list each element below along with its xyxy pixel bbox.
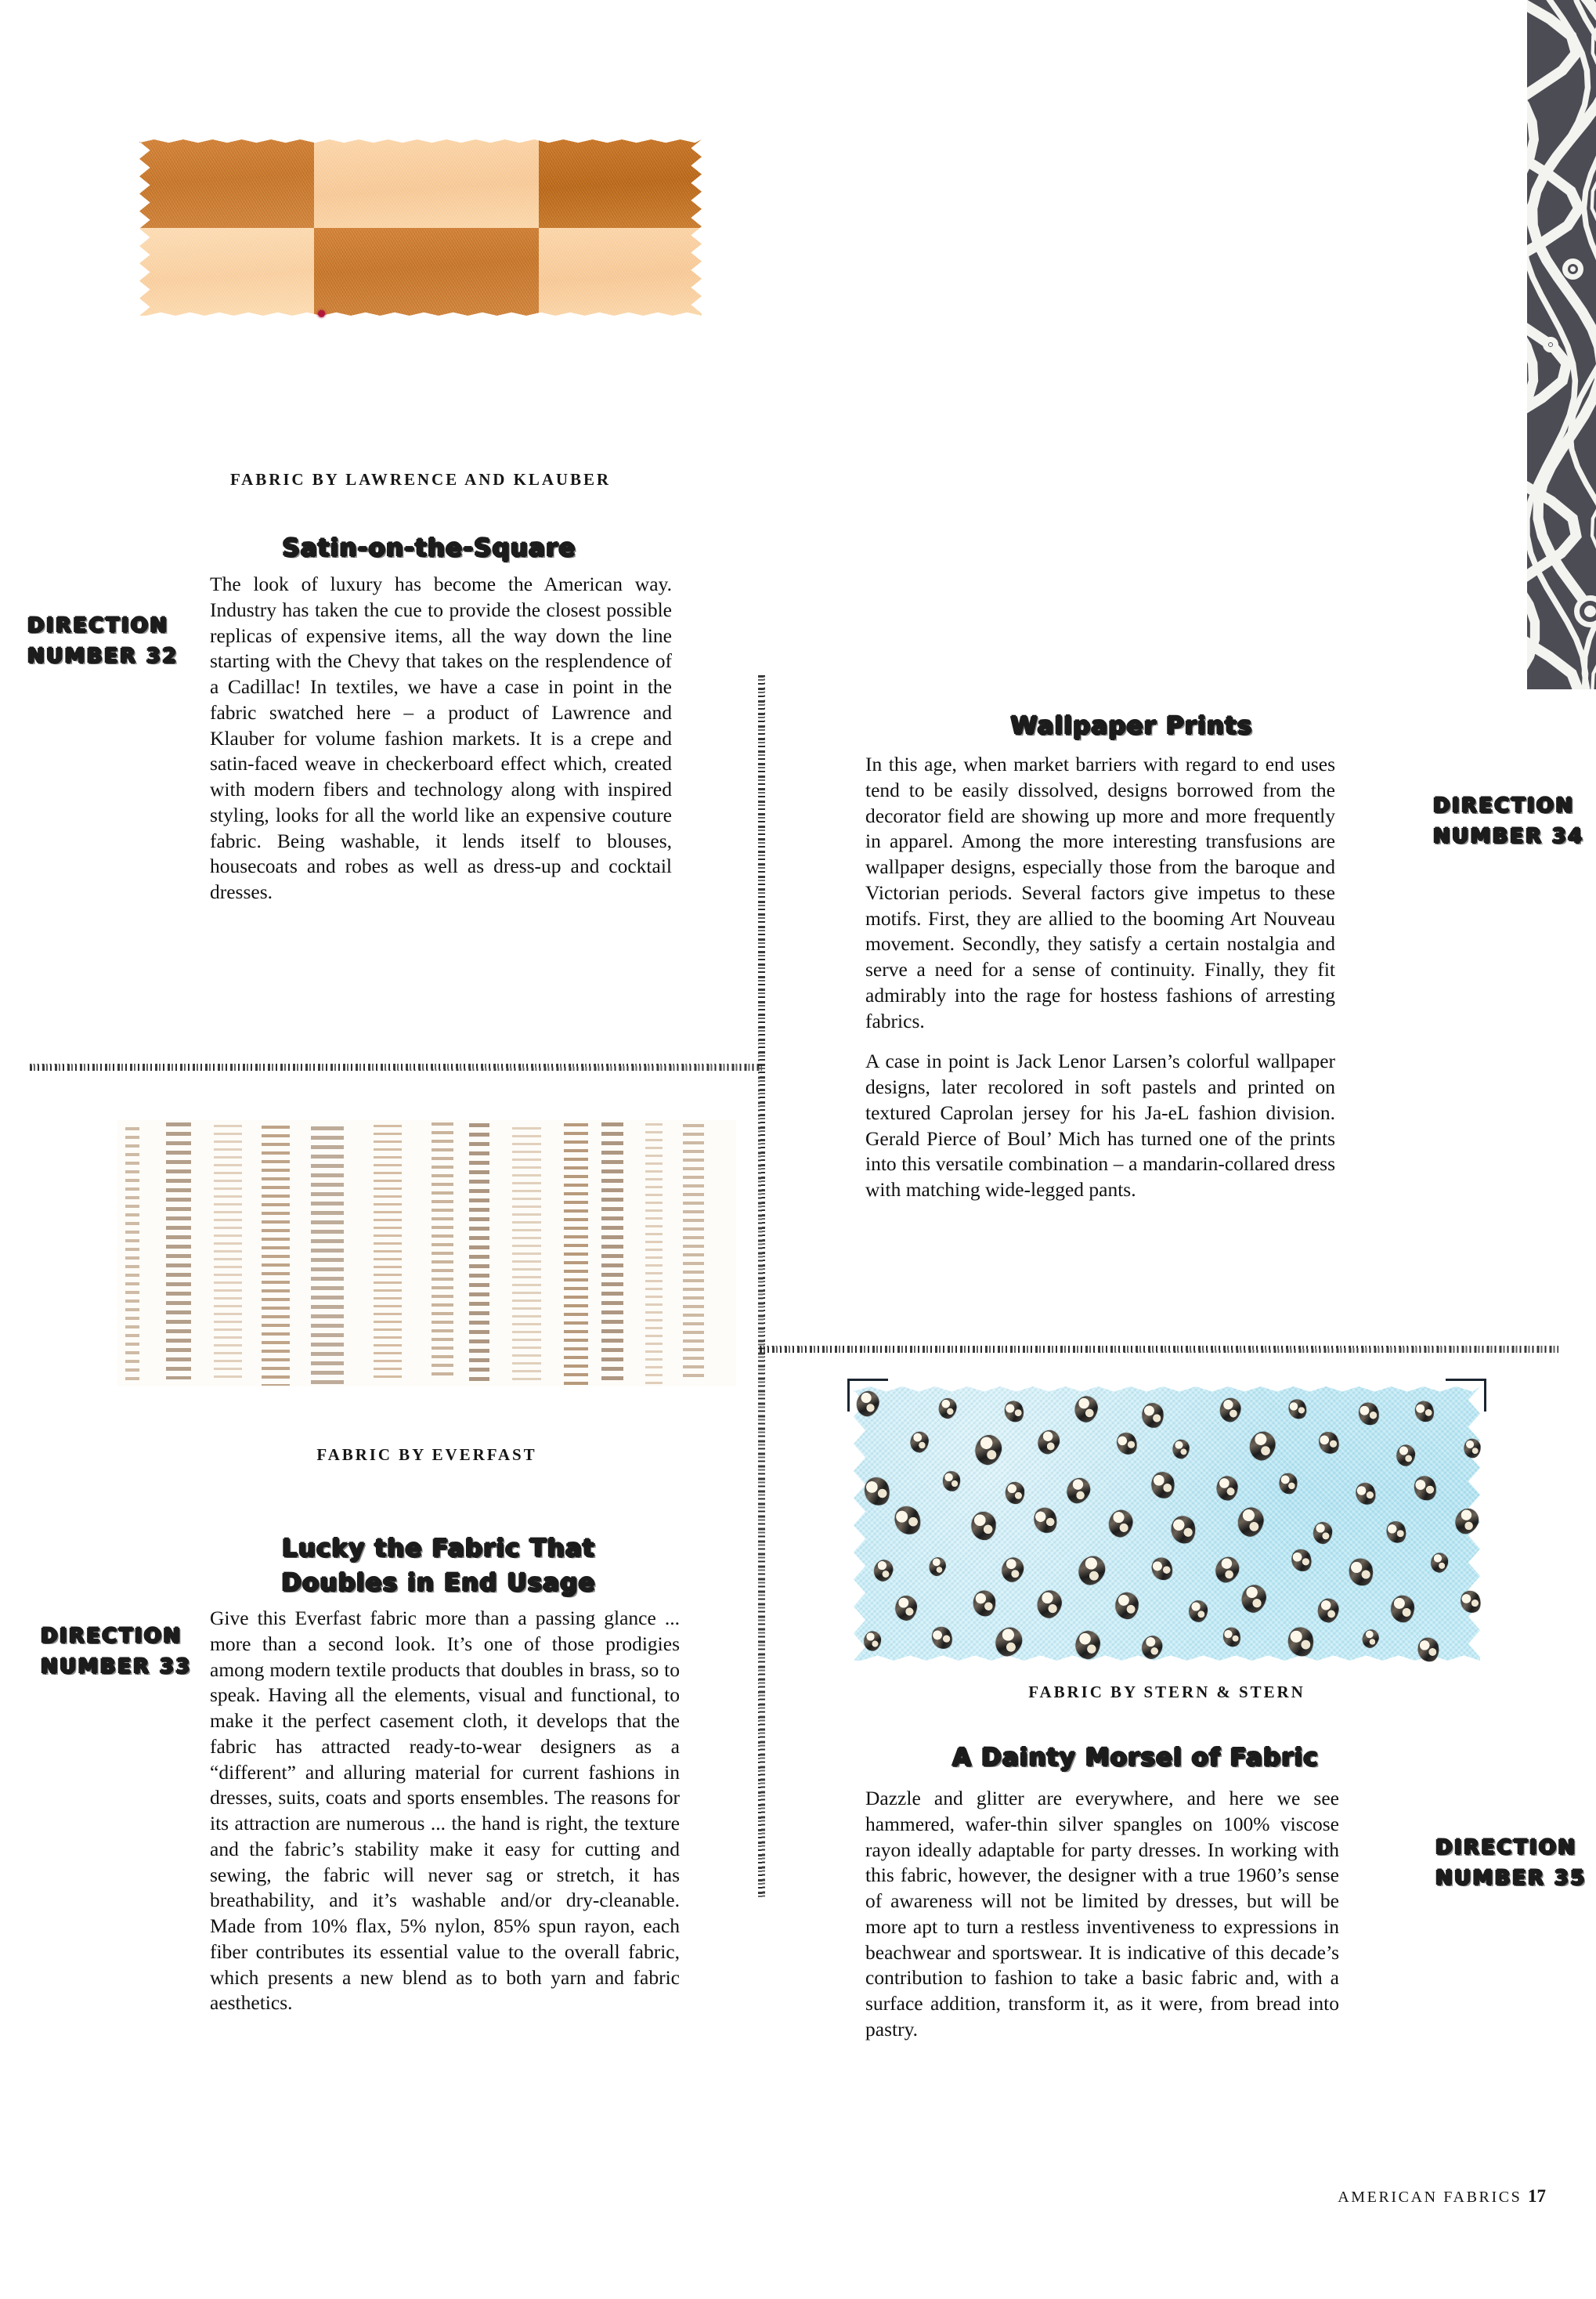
swatch-cell <box>314 139 539 228</box>
swatch-cell <box>139 228 314 316</box>
swatch-cell <box>539 228 702 316</box>
body-lucky-the-fabric <box>210 1606 680 2016</box>
swatch-lawrence-klauber <box>139 139 702 316</box>
headline-dainty-morsel: A Dainty Morsel of Fabric <box>952 1744 1319 1772</box>
headline-lucky-the-fabric <box>196 1531 681 1600</box>
wallpaper-line-art <box>1527 0 1596 689</box>
fabric-stripe <box>166 1122 191 1379</box>
fabric-stripe <box>469 1123 489 1383</box>
spangle <box>1005 1482 1024 1505</box>
fabric-stripe <box>214 1125 242 1379</box>
divider-rule-vertical <box>758 675 765 1897</box>
fabric-stripe <box>601 1122 623 1380</box>
caption-everfast: FABRIC BY EVERFAST <box>316 1445 537 1464</box>
body-satin-on-the-square <box>210 572 672 906</box>
direction-label: DIRECTION <box>1433 794 1575 818</box>
direction-tag-34 <box>1433 791 1596 852</box>
footer-publication: AMERICAN FABRICS <box>1338 2189 1522 2206</box>
paragraph: Give this Everfast fabric more than a passing glance ... more than a second look. It’s one of those prodigies among modern textile products that doubles in brass, so to speak. Having all the elements, visual and functional, to make it the perfect casement cloth, it develops that the fabric has attracted ready-to-wear designers as a “different” and alluring material for current fashions in dresses, suits, coats and sports ensembles. The reasons for its attraction are numerous ... the hand is right, the texture and the fabric’s stability make it easy for cutting and sewing, the fabric will never sag or stretch, it has breathability, and it’s washable and/or dry-cleanable. Made from 10% flax, 5% nylon, 85% spun rayon, each fiber contributes its essential value to the overall fabric, which presents a new blend as to both yarn and fabric aesthetics. <box>210 1607 680 2015</box>
direction-tag-33 <box>41 1621 205 1683</box>
direction-number: NUMBER 32 <box>27 645 179 668</box>
direction-number: NUMBER 34 <box>1433 825 1584 848</box>
swatch-everfast <box>117 1120 736 1386</box>
direction-label: DIRECTION <box>27 614 169 638</box>
direction-label: DIRECTION <box>41 1625 182 1648</box>
spangle <box>1464 1438 1482 1459</box>
paragraph: In this age, when market barriers with regard to end uses tend to be easily dissolved, designs borrowed from the decorator field are showing up more and more frequently in apparel. Among the more interesting transfusions are wallpaper designs, especially those from the baroque and Victorian periods. Several factors give impetus to these motifs. First, they are allied to the booming Art Nouveau movement. Secondly, they satisfy a certain nostalgia and serve a need for a sense of continuity. Finally, they fit admirably into the rage for hostess fashions of arresting fabrics. <box>865 753 1335 1032</box>
fabric-stripe <box>431 1122 453 1379</box>
fabric-stripe <box>374 1125 402 1381</box>
direction-number: NUMBER 33 <box>41 1655 192 1679</box>
direction-tag-32 <box>27 611 192 672</box>
registration-mark <box>847 1379 888 1412</box>
wallpaper-dot-motif <box>1543 337 1558 352</box>
direction-number: NUMBER 35 <box>1435 1867 1587 1890</box>
caption-stern-and-stern: FABRIC BY STERN & STERN <box>1028 1683 1305 1701</box>
headline-satin-on-the-square: Satin-on-the-Square <box>282 534 576 562</box>
direction-tag-35 <box>1435 1833 1596 1894</box>
swatch-cell <box>539 139 702 228</box>
wallpaper-dot-motif <box>1562 258 1583 280</box>
paragraph: The look of luxury has become the American way. Industry has taken the cue to provide the closest possible replicas of expensive items, all the way down the line starting with the Chevy that takes on the resplendence of a Cadillac! In textiles, we have a case in point in the fabric swatched here – a product of Lawrence and Klauber for volume fashion markets. It is a crepe and satin-faced weave in checkerboard effect which, created with modern fibers and technology along with inspired styling, looks for all the world like an expensive couture fabric. Being washable, it lends itself to blouses, housecoats and robes as well as dress-up and cocktail dresses. <box>210 573 672 904</box>
right-column <box>764 0 1596 2299</box>
page-footer <box>1338 2186 1546 2207</box>
footer-page-number: 17 <box>1528 2186 1546 2206</box>
fabric-stripe <box>564 1123 588 1384</box>
body-dainty-morsel <box>865 1786 1339 2043</box>
fabric-stripe <box>262 1126 290 1386</box>
caption-lawrence-klauber: FABRIC BY LAWRENCE AND KLAUBER <box>229 470 612 489</box>
headline-line-2: Doubles in End Usage <box>281 1569 596 1598</box>
registration-mark <box>1446 1379 1486 1412</box>
fabric-stripe <box>512 1127 541 1386</box>
fabric-stripe <box>125 1127 139 1383</box>
paragraph: Dazzle and glitter are everywhere, and here we see hammered, wafer-thin silver spangles on 100% viscose rayon ideally adaptable for party dresses. In working with this fabric, however, the designer with a true 1960’s sense of awareness will not be limited by dresses, but will be more apt to turn a restless inventiveness to expressions in beachwear and sportswear. It is indicative of this decade’s contribution to fashion to take a basic fabric and, with a surface addition, transform it, as it were, from bread into pastry. <box>865 1787 1339 2041</box>
headline-wallpaper-prints: Wallpaper Prints <box>1010 712 1253 740</box>
left-column <box>0 0 764 2299</box>
swatch-pin <box>318 310 325 317</box>
divider-rule-horizontal <box>760 1346 1558 1353</box>
fabric-stripe <box>311 1126 344 1385</box>
swatch-cell <box>314 228 539 316</box>
headline-line-1: Lucky the Fabric That <box>282 1534 595 1563</box>
swatch-stern-and-stern <box>854 1386 1480 1661</box>
photo-wallpaper-print-and-model <box>1527 0 1596 689</box>
body-wallpaper-prints <box>865 752 1335 1203</box>
fabric-stripe <box>683 1124 704 1380</box>
fabric-stripe <box>645 1123 663 1384</box>
spangle <box>972 1512 996 1540</box>
swatch-cell <box>139 139 314 228</box>
divider-rule-horizontal <box>30 1064 762 1071</box>
photo-wallpaper-print-panel <box>1527 0 1596 689</box>
paragraph: A case in point is Jack Lenor Larsen’s colorful wallpaper designs, later recolored in soft pastels and printed on textured Caprolan jersey for his Ja-eL fashion division. Gerald Pierce of Boul’ Mich has turned one of the prints into this versatile combination – a mandarin-collared dress with matching wide-legged pants. <box>865 1050 1335 1202</box>
direction-label: DIRECTION <box>1435 1836 1577 1860</box>
